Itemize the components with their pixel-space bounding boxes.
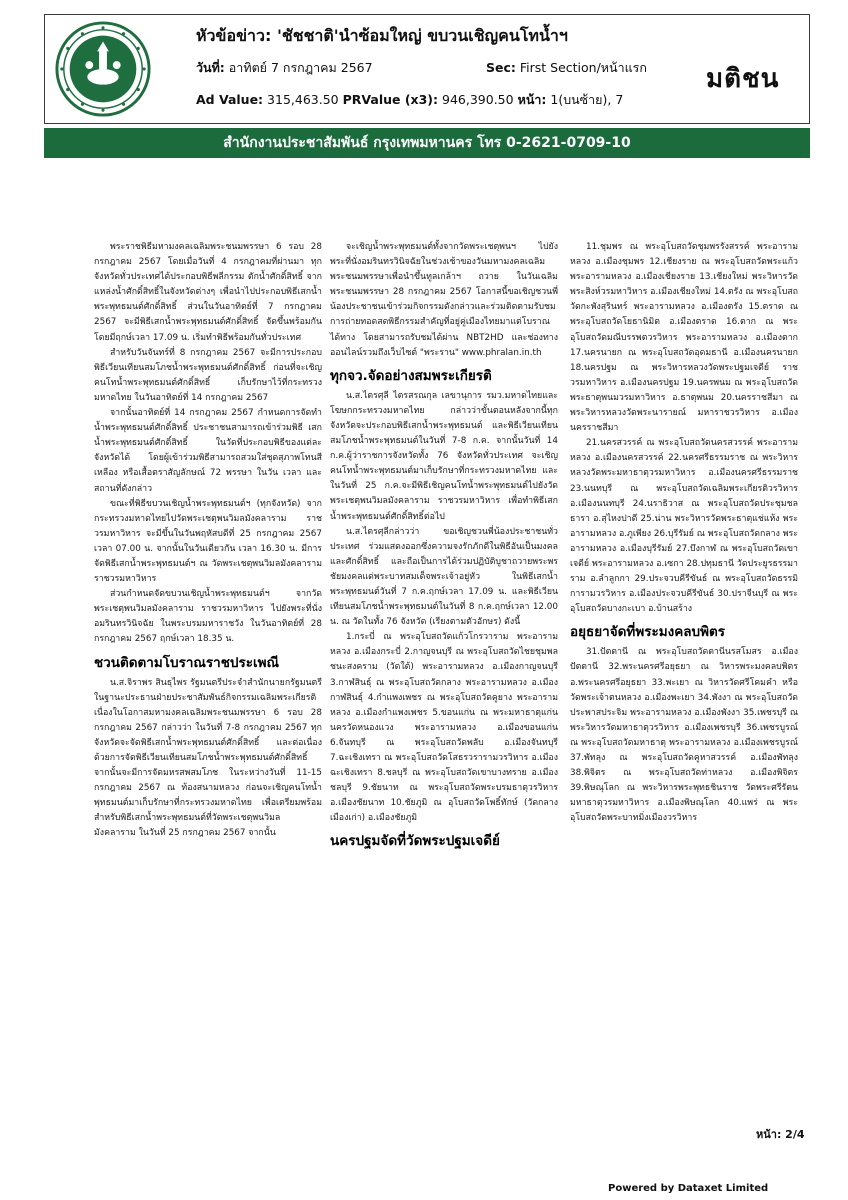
headline: หัวข้อข่าว: 'ชัชชาติ'นำซ้อมใหญ่ ขบวนเชิญคนโทน้ำฯ (196, 26, 568, 45)
section-row (486, 58, 647, 78)
date-value: อาทิตย์ 7 กรกฎาคม 2567 (228, 60, 373, 75)
article-column-2 (330, 240, 558, 854)
ad-value: 315,463.50 (267, 92, 339, 107)
article-column-3 (570, 240, 798, 826)
paragraph: 21.นครสวรรค์ ณ พระอุโบสถวัดนครสวรรค์ พระอารามหลวง อ.เมืองนครสวรรค์ 22.นครศรีธรรมราช ณ พระวิหารหลวงวัดพระมหาธาตุวรมหาวิหาร อ.เมืองนครศรีธรรมราช 23.นนทบุรี ณ พระอุโบสถวัดเฉลิมพระเกียรติวรวิหาร อ.เมืองนนทบุรี 24.นราธิวาส ณ พระอุโบสถวัดประชุมชลธารา อ.สุไหงปาดี 25.น่าน พระวิหารวัดพระธาตุแช่แห้ง พระอารามหลวง อ.ภูเพียง 26.บุรีรัมย์ ณ พระอุโบสถวัดกลาง พระอารามหลวง อ.เมืองบุรีรัมย์ 27.บึงกาฬ ณ พระอุโบสถวัดเขาเจดีย์ พระอารามหลวง อ.เซกา 28.ปทุมธานี วัดประยูรธรรมาราม อ.ลำลูกกา 29.ประจวบคีรีขันธ์ ณ พระอุโบสถวัดธรรมิการามวรวิหาร อ.เมืองประจวบคีรีขันธ์ 30.ปราจีนบุรี ณ พระอุโบสถวัดบางกะเบา อ.บ้านสร้าง (570, 438, 798, 615)
section-label: Sec: (486, 60, 516, 75)
date-label: วันที่: (196, 60, 225, 75)
paragraph: ส่วนกำหนดจัดขบวนเชิญน้ำพระพุทธมนต์ฯ จากวัดพระเชตุพนวิมลมังคลาราม ราชวรมหาวิหาร ไปยังพระที่นั่งอมรินทรวินิจฉัย ในพระบรมมหาราชวัง ในวันอาทิตย์ที่ 28 กรกฎาคม 2567 ฤกษ์เวลา 18.35 น. (94, 589, 322, 645)
subheading: นครปฐมจัดที่วัดพระปฐมเจดีย์ (330, 833, 500, 850)
paragraph: ขณะที่พิธีขบวนเชิญน้ำพระพุทธมนต์ฯ (ทุกจังหวัด) จากกระทรวงมหาดไทยไปวัดพระเชตุพนวิมลมังคลาราม ราชวรมหาวิหาร จะมีขึ้นในวันพฤหัสบดีที่ 25 กรกฎาคม 2567 เวลา 07.00 น. จากนั้นในวันเดียวกัน เวลา 16.30 น. มีการจัดพิธีเสกน้ำพระพุทธมนต์ฯ ณ วัดพระเชตุพนวิมลมังคลาราม ราชวรมหาวิหาร (94, 498, 322, 585)
section-value: First Section/หน้าแรก (519, 60, 647, 75)
page-number: หน้า: 2/4 (756, 1128, 805, 1141)
paragraph: สำหรับวันจันทร์ที่ 8 กรกฎาคม 2567 จะมีการประกอบพิธีเวียนเทียนสมโภชน้ำพระพุทธมนต์ศักดิ์สิทธิ์ ก่อนที่จะเชิญคนโทน้ำพระพุทธมนต์ศักดิ์สิทธิ์ เก็บรักษาไว้ที่กระทรวงมหาดไทย ในวันอาทิตย์ที่ 14 กรกฎาคม 2567 (94, 347, 322, 403)
paragraph: น.ส.ไตรศุลีกล่าวว่า ขอเชิญชวนพี่น้องประชาชนทั่วประเทศ ร่วมแสดงออกซึ่งความจงรักภักดีในพิธีอันเป็นมงคลและศักดิ์สิทธิ์ และถือเป็นการได้ร่วมปฏิบัติบูชาถวายพระพรชัยมงคลแด่พระบาทสมเด็จพระเจ้าอยู่หัว ในพิธีเสกน้ำพระพุทธมนต์วันที่ 7 ก.ค.ฤกษ์เวลา 17.09 น. และพิธีเวียนเทียนสมโภชน้ำพระพุทธมนต์ในวันที่ 8 ก.ค.ฤกษ์เวลา 12.00 น. ณ วัดในทั้ง 76 จังหวัด (เรียงตามตัวอักษร) ดังนี้ (330, 526, 558, 628)
page-label: หน้า: (517, 92, 547, 107)
subheading: อยุธยาจัดที่พระมงคลบพิตร (570, 624, 726, 641)
article-column-1 (94, 240, 322, 842)
subheading: ชวนติดตามโบราณราชประเพณี (94, 654, 280, 671)
powered-by: Powered by Dataxet Limited (608, 1183, 769, 1194)
paragraph: 31.ปัตตานี ณ พระอุโบสถวัดตานีนรสโมสร อ.เมืองปัตตานี 32.พระนครศรีอยุธยา ณ วิหารพระมงคลบพิตร อ.พระนครศรีอยุธยา 33.พะเยา ณ วิหารวัดศรีโคมคำ หรือวัดพระเจ้าตนหลวง อ.เมืองพะเยา 34.พังงา ณ พระอุโบสถวัดประพาสประจิม พระอารามหลวง อ.เมืองพังงา 35.เพชรบุรี ณ พระวิหารวัดมหาธาตุวรวิหาร อ.เมืองเพชรบุรี 36.เพชรบูรณ์ ณ พระอุโบสถวัดมหาธาตุ พระอารามหลวง อ.เมืองเพชรบูรณ์ 37.พัทลุง ณ พระอุโบสถวัดคูหาสวรรค์ อ.เมืองพัทลุง 38.พิจิตร ณ พระอุโบสถวัดท่าหลวง อ.เมืองพิจิตร 39.พิษณุโลก ณ พระวิหารพระพุทธชินราช วัดพระศรีรัตนมหาธาตุวรมหาวิหาร อ.เมืองพิษณุโลก 40.แพร่ ณ พระอุโบสถวัดพระบาทมิ่งเมืองวรวิหาร (570, 647, 798, 824)
subheading: ทุกจว.จัดอย่างสมพระเกียรติ (330, 367, 492, 384)
paragraph: น.ส.ไตรศุลี ไตรสรณกุล เลขานุการ รมว.มหาดไทยและโฆษกกระทรวงมหาดไทย กล่าวว่าขั้นตอนหลังจากนี้ทุกจังหวัดจะประกอบพิธีเสกน้ำพระพุทธมนต์ และพิธีเวียนเทียนสมโภชน้ำพระพุทธมนต์ในวันที่ 7-8 ก.ค. จากนั้นวันที่ 14 ก.ค.ผู้ว่าราชการจังหวัดทั้ง 76 จังหวัดทั่วประเทศ จะเชิญคนโทน้ำพระพุทธมนต์มาเก็บรักษาที่กระทรวงมหาดไทย และในวันที่ 25 ก.ค.จะมีพิธีเชิญคนโทน้ำพระพุทธมนต์ไปยังวัดพระเชตุพนวิมลมังคลาราม ราชวรมหาวิหาร เพื่อทำพิธีเสกน้ำพระพุทธมนต์ศักดิ์สิทธิ์ต่อไป (330, 390, 558, 522)
paragraph: น.ส.จิราพร สินธุไพร รัฐมนตรีประจำสำนักนายกรัฐมนตรี ในฐานะประธานฝ่ายประชาสัมพันธ์กิจกรรมเฉลิมพระเกียรติ เนื่องในโอกาสมหามงคลเฉลิมพระชนมพรรษา 6 รอบ 28 กรกฎาคม 2567 กล่าวว่า ในวันที่ 7-8 กรกฎาคม 2567 ทุกจังหวัดจะจัดพิธีเสกน้ำพระพุทธมนต์ศักดิ์สิทธิ์ และต่อเนื่องด้วยการจัดพิธีเวียนเทียนสมโภชน้ำพระพุทธมนต์ศักดิ์สิทธิ์ จากนั้นจะมีการจัดมหรสพสมโภช ในระหว่างวันที่ 11-15 กรกฎาคม 2567 ณ ท้องสนามหลวง ก่อนจะเชิญคนโทน้ำพุทธมนต์มาเก็บรักษาที่กระทรวงมหาดไทย เพื่อเตรียมพร้อมสำหรับพิธีเสกน้ำพระพุทธมนต์ที่วัดพระเชตุพนวิมลมังคลาราม ในวันที่ 25 กรกฎาคม 2567 จากนั้น (94, 677, 322, 839)
bangkok-seal-icon (54, 20, 152, 118)
pr-value: 946,390.50 (442, 92, 514, 107)
publication-logo: มติชน (706, 64, 780, 94)
paragraph: พระราชพิธีมหามงคลเฉลิมพระชนมพรรษา 6 รอบ 28 กรกฎาคม 2567 โดยเมื่อวันที่ 4 กรกฎาคมที่ผ่านมา ทุกจังหวัดทั่วประเทศได้ประกอบพิธีพลีกรรม ตักน้ำศักดิ์สิทธิ์ จากแหล่งน้ำศักดิ์สิทธิ์ในจังหวัดต่างๆ เพื่อนำไปประกอบพิธีเสกน้ำพระพุทธมนต์ศักดิ์สิทธิ์ ส่วนในวันอาทิตย์ที่ 7 กรกฎาคม 2567 จะมีพิธีเสกน้ำพระพุทธมนต์ศักดิ์สิทธิ์ จัดขึ้นพร้อมกันโดยมีฤกษ์เวลา 17.09 น. เริ่มทำพิธีพร้อมกันทั่วประเทศ (94, 242, 322, 343)
value-row (196, 90, 623, 110)
paragraph: 11.ชุมพร ณ พระอุโบสถวัดชุมพรรังสรรค์ พระอารามหลวง อ.เมืองชุมพร 12.เชียงราย ณ พระอุโบสถวัดพระแก้ว พระอารามหลวง อ.เมืองเชียงราย 13.เชียงใหม่ พระวิหารวัดพระสิงห์วรมหาวิหาร อ.เมืองเชียงใหม่ 14.ตรัง ณ พระอุโบสถวัดกะพังสุรินทร์ พระอารามหลวง อ.เมืองตรัง 15.ตราด ณ พระอุโบสถวัดโยธานิมิต อ.เมืองตราด 16.ตาก ณ พระอุโบสถวัดมณีบรรพตวรวิหาร พระอารามหลวง อ.เมืองตาก 17.นครนายก ณ พระอุโบสถวัดอุดมธานี อ.เมืองนครนายก 18.นครปฐม ณ พระวิหารหลวงวัดพระปฐมเจดีย์ ราชวรมหาวิหาร อ.เมืองนครปฐม 19.นครพนม ณ พระอุโบสถวัดพระธาตุพนมวรมหาวิหาร อ.ธาตุพนม 20.นครราชสีมา ณ พระวิหารหลวงวัดพระนารายณ์ มหาราชวรวิหาร อ.เมืองนครราชสีมา (570, 242, 798, 434)
paragraph: 1.กระบี่ ณ พระอุโบสถวัดแก้วโกรวาราม พระอารามหลวง อ.เมืองกระบี่ 2.กาญจนบุรี ณ พระอุโบสถวัดไชยชุมพลชนะสงคราม (วัดใต้) พระอารามหลวง อ.เมืองกาญจนบุรี 3.กาฬสินธุ์ ณ พระอุโบสถวัดกลาง พระอารามหลวง อ.เมืองกาฬสินธุ์ 4.กำแพงเพชร ณ พระอุโบสถวัดคูยาง พระอารามหลวง อ.เมืองกำแพงเพชร 5.ขอนแก่น ณ พระมหาธาตุแก่นนครวัดหนองแวง พระอารามหลวง อ.เมืองขอนแก่น 6.จันทบุรี ณ พระอุโบสถวัดพลับ อ.เมืองจันทบุรี 7.ฉะเชิงเทรา ณ พระอุโบสถวัดโสธรวรารามวรวิหาร อ.เมืองฉะเชิงเทรา 8.ชลบุรี ณ พระอุโบสถวัดเขาบางทราย อ.เมืองชลบุรี 9.ชัยนาท ณ พระอุโบสถวัดพระบรมธาตุวรวิหาร อ.เมืองชัยนาท 10.ชัยภูมิ ณ อุโบสถวัดโพธิ์ทักษ์ (วัดกลางเมืองเก่า) อ.เมืองชัยภูมิ (330, 632, 558, 824)
page-value: 1(บนซ้าย), 7 (550, 92, 624, 107)
pr-value-label: PRValue (x3): (342, 92, 439, 107)
date-row (196, 58, 373, 78)
paragraph: จากนั้นอาทิตย์ที่ 14 กรกฎาคม 2567 กำหนดการจัดทำน้ำพระพุทธมนต์ศักดิ์สิทธิ์ ประชาชนสามารถเข้าร่วมพิธี เสกน้ำพระพุทธมนต์ศักดิ์สิทธิ์ ในวัดที่ประกอบพิธีของแต่ละจังหวัดได้ โดยผู้เข้าร่วมพิธีสามารถสวมใส่ชุดสุภาพโทนสีเหลือง หรือเสื้อตราสัญลักษณ์ 72 พรรษา ในวัน เวลา และสถานที่ดังกล่าว (94, 408, 322, 494)
office-bar: สำนักงานประชาสัมพันธ์ กรุงเทพมหานคร โทร 0-2621-0709-10 (44, 128, 810, 158)
paragraph: จะเชิญน้ำพระพุทธมนต์ทั้งจากวัดพระเชตุพนฯ ไปยังพระที่นั่งอมรินทรวินิจฉัยในช่วงเช้าของวันมหามงคลเฉลิมพระชนมพรรษาเพื่อนำขึ้นทูลเกล้าฯ ถวาย ในวันเฉลิมพระชนมพรรษา 28 กรกฎาคม 2567 โอกาสนี้ขอเชิญชวนพี่น้องประชาชนเข้าร่วมกิจกรรมดังกล่าวและร่วมติดตามรับชมการถ่ายทอดสดพิธีกรรมสำคัญที่อยู่คู่เมืองไทยมาแต่โบราณได้ทาง โดยสามารถรับชมได้ผ่าน NBT2HD และช่องทางออนไลน์รวมถึงเว็บไซต์ "พระราน" www.phralan.in.th (330, 242, 558, 358)
ad-value-label: Ad Value: (196, 92, 264, 107)
